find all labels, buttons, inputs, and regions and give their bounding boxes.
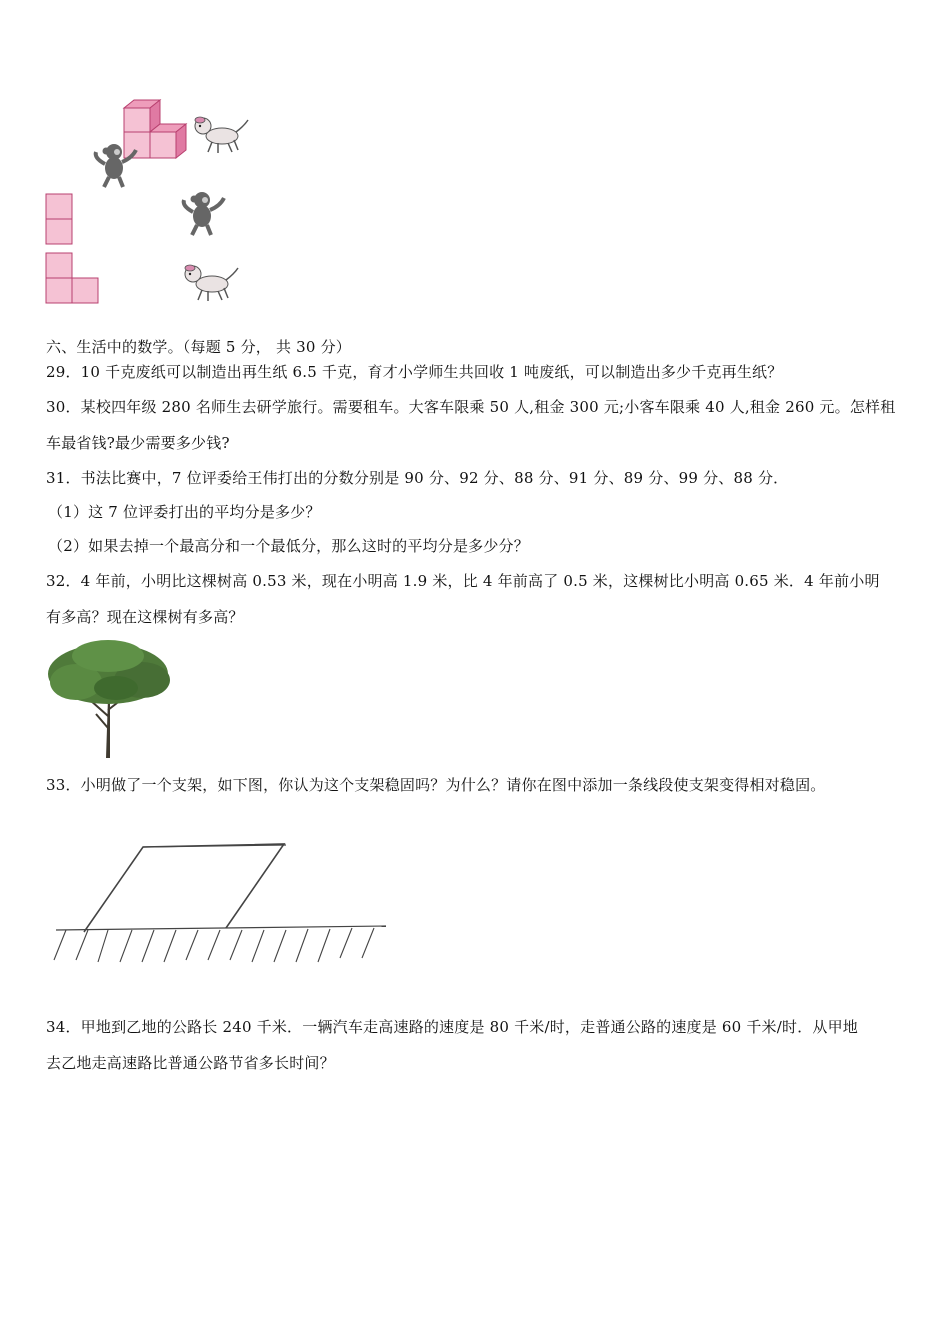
question-29: 29．10 千克废纸可以制造出再生纸 6.5 千克，育才小学师生共回收 1 吨废纸，可以制造出多少千克再生纸？ bbox=[46, 363, 783, 381]
question-34-line1: 34．甲地到乙地的公路长 240 千米．一辆汽车走高速路的速度是 80 千米/时，走普通公路的速度是 60 千米/时．从甲地 bbox=[46, 1018, 859, 1036]
question-31-sub2: （2）如果去掉一个最高分和一个最低分，那么这时的平均分是多少分？ bbox=[48, 537, 529, 555]
bracket-diagram bbox=[46, 838, 396, 968]
question-31: 31．书法比赛中，7 位评委给王伟打出的分数分别是 90 分、92 分、88 分、91 分、89 分、99 分、88 分． bbox=[46, 469, 789, 487]
question-32-line2: 有多高？现在这棵树有多高？ bbox=[46, 608, 244, 626]
question-31-sub1: （1）这 7 位评委打出的平均分是多少？ bbox=[48, 503, 321, 521]
question-30-line1: 30．某校四年级 280 名师生去研学旅行。需要租车。大客车限乘 50 人,租金 300 元;小客车限乘 40 人,租金 260 元。怎样租 bbox=[46, 398, 896, 416]
question-32-line1: 32．4 年前，小明比这棵树高 0.53 米，现在小明高 1.9 米，比 4 年前高了 0.5 米，这棵树比小明高 0.65 米．4 年前小明 bbox=[46, 572, 880, 590]
section-heading: 六、生活中的数学。（每题 5 分， 共 30 分） bbox=[46, 338, 351, 356]
tree-icon bbox=[46, 638, 176, 760]
dog-icon bbox=[180, 260, 240, 305]
question-33: 33．小明做了一个支架，如下图，你认为这个支架稳固吗？为什么？请你在图中添加一条线段使支架变得相对稳固。 bbox=[46, 776, 826, 794]
cube-view-figure bbox=[40, 90, 260, 310]
view-shape-vertical bbox=[46, 194, 86, 254]
monkey-icon bbox=[180, 190, 230, 240]
monkey-icon bbox=[92, 142, 142, 192]
question-34-line2: 去乙地走高速路比普通公路节省多长时间？ bbox=[46, 1054, 335, 1072]
view-shape-l bbox=[46, 253, 106, 313]
dog-icon bbox=[190, 112, 250, 157]
question-30-line2: 车最省钱?最少需要多少钱? bbox=[46, 434, 230, 452]
